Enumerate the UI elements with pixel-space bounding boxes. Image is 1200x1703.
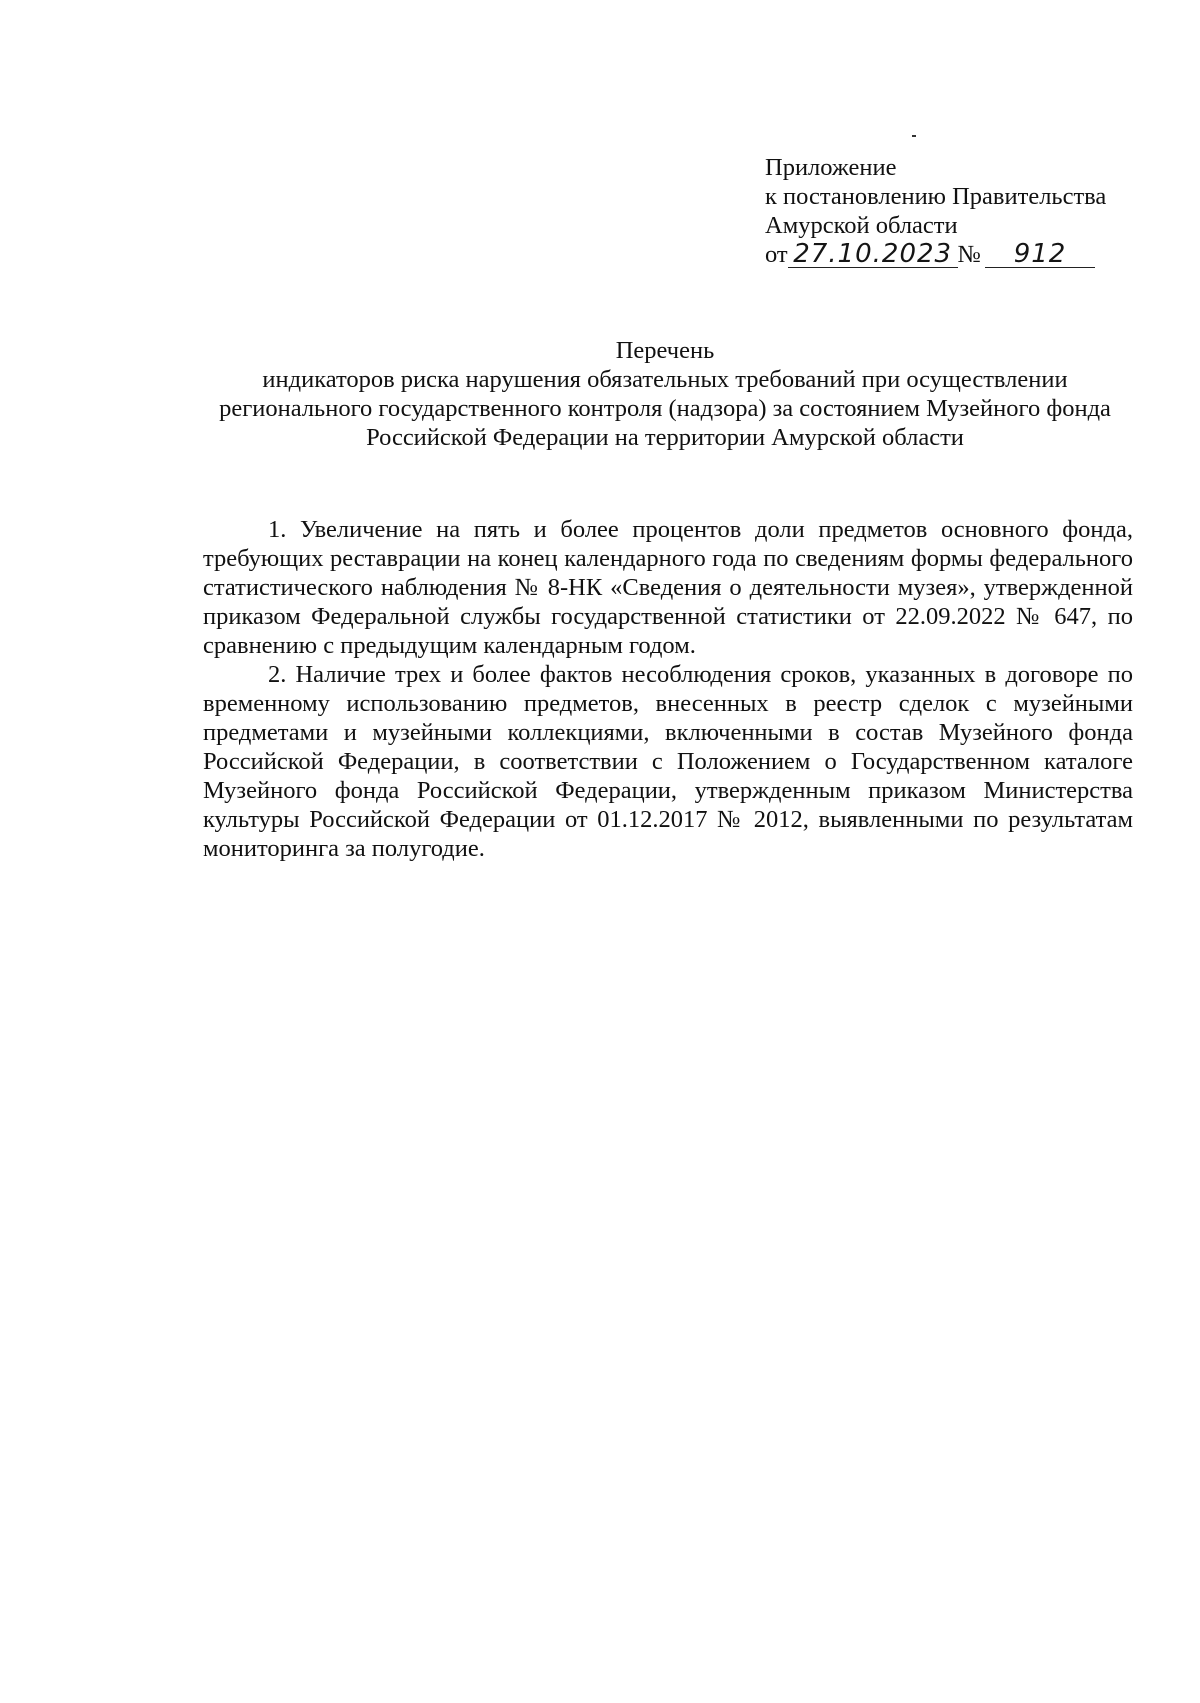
title-main: Перечень xyxy=(615,337,715,364)
attachment-label: Приложение xyxy=(765,154,897,181)
date-prefix: от xyxy=(765,241,788,268)
scan-mark xyxy=(912,135,916,137)
handwritten-number: 912 xyxy=(985,241,1095,268)
attachment-date-number-line xyxy=(765,240,1125,269)
number-prefix: № xyxy=(957,241,982,268)
attachment-header xyxy=(765,153,1125,269)
title-subtitle: индикаторов риска нарушения обязательных требований при осуществлении регионального государственного контроля (надзора) за состоянием Музейного фонда Российской Федерации на территории Амурской области xyxy=(219,366,1111,451)
list-item: 1. Увеличение на пять и более процентов доли предметов основного фонда, требующих реставрации на конец календарного года по сведениям формы федерального статистического наблюдения № 8-НК «Сведения о деятельности музея», утвержденной приказом Федеральной службы государственной статистики от 22.09.2022 № 647, по сравнению с предыдущим календарным годом. xyxy=(203,516,1133,659)
attachment-region-line: Амурской области xyxy=(765,212,958,239)
document-body xyxy=(203,515,1133,863)
attachment-resolution-line: к постановлению Правительства xyxy=(765,183,1107,210)
document-title xyxy=(200,336,1130,452)
handwritten-date: 27.10.2023 xyxy=(788,241,958,268)
list-item: 2. Наличие трех и более фактов несоблюдения сроков, указанных в договоре по временному использованию предметов, внесенных в реестр сделок с музейными предметами и музейными коллекциями, включенными в состав Музейного фонда Российской Федерации, в соответствии с Положением о Государственном каталоге Музейного фонда Российской Федерации, утвержденным приказом Министерства культуры Российской Федерации от 01.12.2017 № 2012, выявленными по результатам мониторинга за полугодие. xyxy=(203,661,1133,862)
